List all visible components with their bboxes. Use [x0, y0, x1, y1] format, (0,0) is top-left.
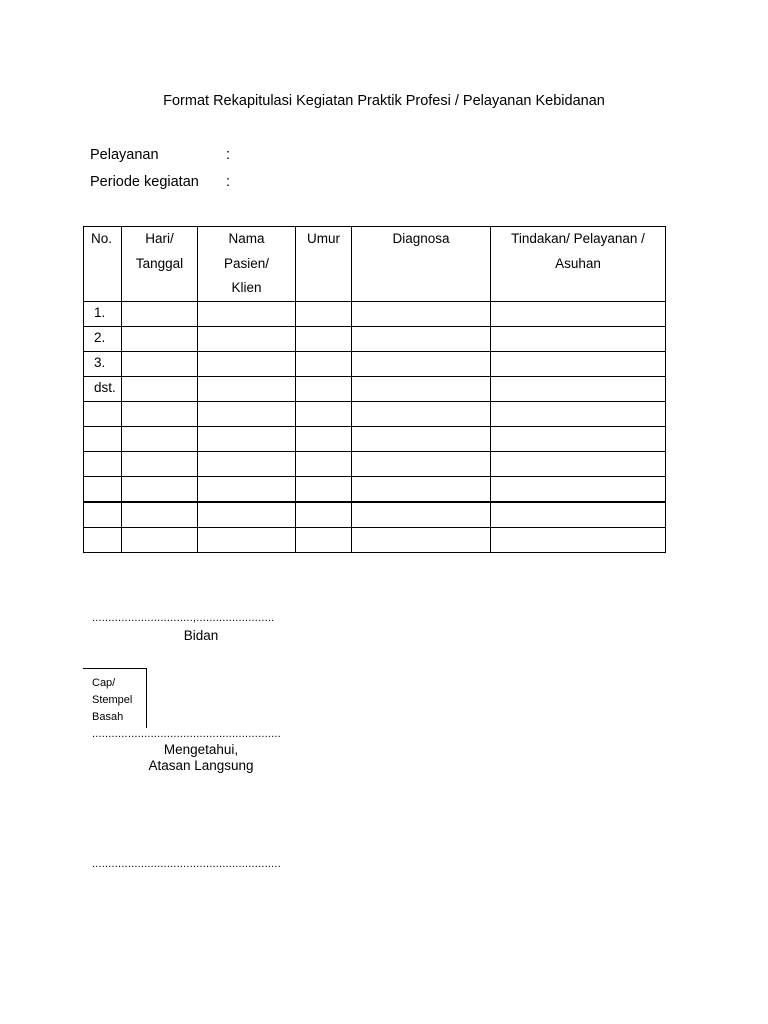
header-umur: Umur	[296, 227, 352, 302]
table-cell	[296, 528, 352, 553]
table-cell	[491, 402, 666, 427]
table-row	[84, 528, 666, 553]
table-cell	[296, 502, 352, 528]
header-hari-line1: Hari/	[145, 231, 174, 246]
table-row	[84, 302, 666, 327]
field-pelayanan	[90, 147, 230, 163]
table-cell	[352, 477, 491, 503]
field-periode-separator: :	[226, 174, 231, 190]
mengetahui-block	[92, 742, 310, 774]
table-row	[84, 452, 666, 477]
row-number-cell: 1.	[84, 302, 122, 327]
bidan-label: Bidan	[183, 628, 219, 643]
table-row	[84, 502, 666, 528]
table-cell	[198, 302, 296, 327]
table-cell	[198, 327, 296, 352]
table-cell	[491, 452, 666, 477]
table-cell	[198, 402, 296, 427]
table-cell	[296, 427, 352, 452]
table-cell	[122, 377, 198, 402]
header-diagnosa: Diagnosa	[352, 227, 491, 302]
header-nama-pasien	[198, 227, 296, 302]
table-cell	[198, 377, 296, 402]
table-row	[84, 427, 666, 452]
table-cell	[491, 528, 666, 553]
table-row	[84, 327, 666, 352]
table-cell	[122, 502, 198, 528]
table-cell	[296, 302, 352, 327]
table-cell	[491, 302, 666, 327]
table-cell	[491, 352, 666, 377]
header-tindakan	[491, 227, 666, 302]
table-cell	[296, 352, 352, 377]
table-cell	[122, 302, 198, 327]
table-row	[84, 402, 666, 427]
signature-line-bidan: ..........................................................	[92, 728, 281, 740]
table-cell	[352, 377, 491, 402]
table-cell	[491, 327, 666, 352]
table-cell	[491, 477, 666, 503]
table-header-row	[84, 227, 666, 302]
header-nama-line3: Klien	[231, 280, 262, 295]
mengetahui-label: Mengetahui,	[163, 742, 239, 757]
stamp-box	[83, 668, 147, 728]
table-cell	[198, 452, 296, 477]
table-row	[84, 352, 666, 377]
table-cell	[198, 352, 296, 377]
row-number-cell: 3.	[84, 352, 122, 377]
field-periode-kegiatan	[90, 174, 230, 190]
table-cell	[198, 427, 296, 452]
table-cell	[491, 427, 666, 452]
table-row	[84, 477, 666, 503]
table-cell	[122, 352, 198, 377]
table-cell	[198, 502, 296, 528]
stamp-label-line3: Basah	[92, 711, 124, 723]
row-number-cell: 2.	[84, 327, 122, 352]
table-cell	[122, 477, 198, 503]
row-number-cell	[84, 477, 122, 503]
row-number-cell	[84, 528, 122, 553]
header-no: No.	[84, 227, 122, 302]
table-cell	[122, 327, 198, 352]
table-cell	[122, 427, 198, 452]
row-number-cell	[84, 402, 122, 427]
table-cell	[122, 402, 198, 427]
signature-line-atasan: ..........................................................	[92, 858, 281, 870]
row-number-cell: dst.	[84, 377, 122, 402]
table-cell	[352, 352, 491, 377]
table-cell	[296, 402, 352, 427]
stamp-label-line2: Stempel	[92, 694, 133, 706]
table-cell	[352, 502, 491, 528]
table-cell	[296, 452, 352, 477]
table-cell	[352, 402, 491, 427]
row-number-cell	[84, 452, 122, 477]
field-pelayanan-separator: :	[226, 147, 231, 163]
atasan-label: Atasan Langsung	[148, 758, 254, 773]
header-nama-line2: Pasien/	[223, 255, 270, 271]
field-pelayanan-label: Pelayanan	[90, 147, 159, 163]
table-cell	[352, 327, 491, 352]
header-nama-line1: Nama	[228, 231, 265, 246]
row-number-cell	[84, 502, 122, 528]
header-tindakan-line2: Asuhan	[555, 255, 601, 271]
table-cell	[296, 377, 352, 402]
table-cell	[198, 528, 296, 553]
header-hari-tanggal	[122, 227, 198, 302]
header-tindakan-line1: Tindakan/ Pelayanan /	[511, 231, 645, 246]
table-cell	[352, 452, 491, 477]
header-hari-line2: Tanggal	[135, 255, 184, 271]
table-cell	[491, 502, 666, 528]
table-cell	[198, 477, 296, 503]
row-number-cell	[84, 427, 122, 452]
table-cell	[122, 452, 198, 477]
document-title: Format Rekapitulasi Kegiatan Praktik Profesi / Pelayanan Kebidanan	[163, 93, 605, 109]
stamp-label-line1: Cap/	[92, 677, 116, 689]
table-cell	[491, 377, 666, 402]
table-cell	[122, 528, 198, 553]
field-periode-label: Periode kegiatan	[90, 174, 199, 190]
recap-table	[83, 226, 666, 553]
table-cell	[296, 477, 352, 503]
table-cell	[352, 528, 491, 553]
table-row	[84, 377, 666, 402]
signature-date-line: ...............................,........................	[92, 612, 275, 624]
table-cell	[352, 427, 491, 452]
table-cell	[296, 327, 352, 352]
table-cell	[352, 302, 491, 327]
